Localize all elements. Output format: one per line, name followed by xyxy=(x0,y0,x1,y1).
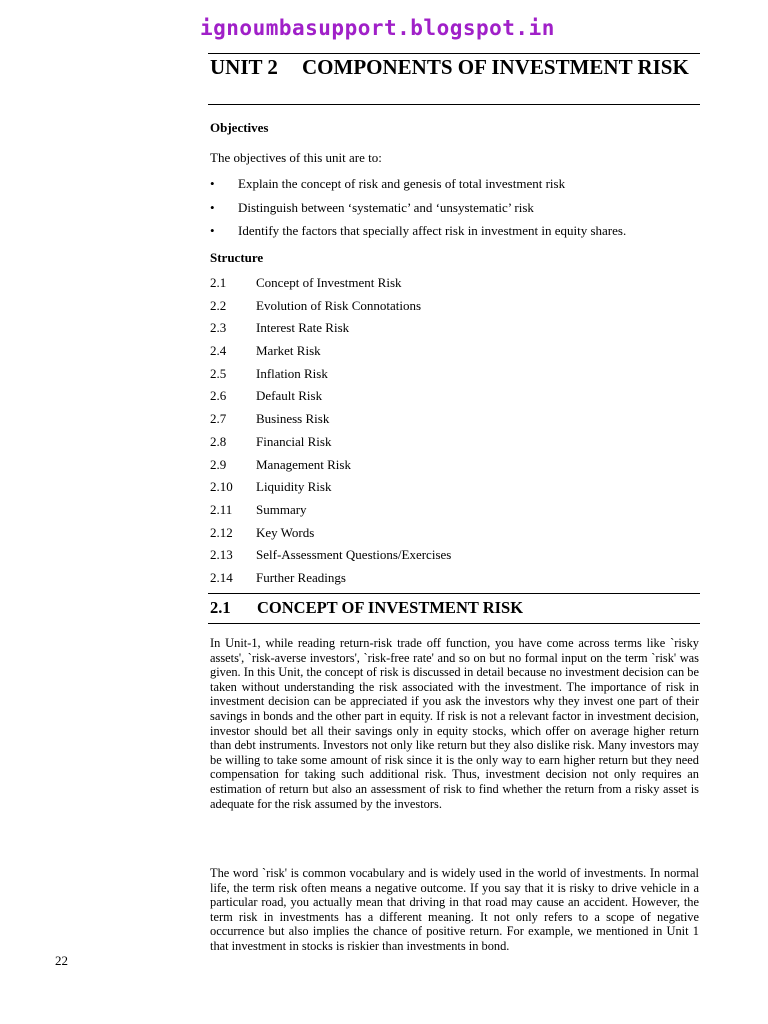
section-rule-bottom xyxy=(208,623,700,624)
item-label: Concept of Investment Risk xyxy=(256,275,402,290)
page-number: 22 xyxy=(55,953,68,968)
list-item xyxy=(210,200,626,224)
item-number: 2.6 xyxy=(210,388,227,404)
item-number: 2.3 xyxy=(210,320,227,336)
blog-watermark: ignoumbasupport.blogspot.in xyxy=(200,16,555,40)
item-number: 2.10 xyxy=(210,479,233,495)
item-number: 2.4 xyxy=(210,343,227,359)
unit-number: UNIT 2 xyxy=(210,55,278,79)
section-heading xyxy=(210,598,523,618)
list-item xyxy=(210,223,626,247)
item-number: 2.12 xyxy=(210,524,233,540)
body-paragraph-2: The word `risk' is common vocabulary and is widely used in the world of investments. In normal life, the term risk often means a negative outcome. If you say that it is risky to drive vehicle in a particular road, you actually mean that driving in that road may cause an accident. However, the term risk in investments has a different meaning. It not only refers to a scope of negative occurrence but also implies the chance of positive return. For example, we mentioned in Unit 1 that investment in stocks is riskier than investments in bond. xyxy=(210,866,699,953)
list-item xyxy=(210,388,451,411)
item-label: Financial Risk xyxy=(256,433,332,449)
item-label: Liquidity Risk xyxy=(256,479,332,495)
item-number: 2.2 xyxy=(210,297,227,313)
item-label: Self-Assessment Questions/Exercises xyxy=(256,547,452,563)
item-label: Key Words xyxy=(256,524,315,540)
item-number: 2.8 xyxy=(210,433,227,449)
objective-text: Distinguish between ‘systematic’ and ‘unsystematic’ risk xyxy=(238,199,534,215)
structure-heading: Structure xyxy=(210,250,264,265)
list-item xyxy=(210,502,451,525)
list-item xyxy=(210,525,451,548)
structure-list xyxy=(210,275,451,593)
list-item xyxy=(210,176,626,200)
item-label: Summary xyxy=(256,501,307,517)
title-rule-bottom xyxy=(208,104,700,105)
list-item xyxy=(210,320,451,343)
bullet-icon: • xyxy=(210,176,215,191)
objectives-list xyxy=(210,176,626,247)
item-label: Interest Rate Risk xyxy=(256,320,350,336)
item-number: 2.5 xyxy=(210,365,227,381)
list-item xyxy=(210,570,451,593)
item-label: Default Risk xyxy=(256,388,323,404)
objectives-heading: Objectives xyxy=(210,120,269,135)
list-item xyxy=(210,298,451,321)
list-item xyxy=(210,547,451,570)
item-label: Management Risk xyxy=(256,456,351,472)
section-title: CONCEPT OF INVESTMENT RISK xyxy=(257,598,524,617)
item-label: Evolution of Risk Connotations xyxy=(256,297,422,313)
section-number: 2.1 xyxy=(210,598,231,617)
item-number: 2.11 xyxy=(210,501,233,517)
item-number: 2.9 xyxy=(210,456,227,472)
list-item xyxy=(210,275,451,298)
unit-title xyxy=(210,55,692,79)
item-label: Inflation Risk xyxy=(256,365,328,381)
objective-text: Identify the factors that specially affect risk in investment in equity shares. xyxy=(238,223,627,238)
list-item xyxy=(210,457,451,480)
list-item xyxy=(210,411,451,434)
list-item xyxy=(210,366,451,389)
objective-text: Explain the concept of risk and genesis of total investment risk xyxy=(238,176,566,191)
item-label: Further Readings xyxy=(256,569,346,585)
item-label: Market Risk xyxy=(256,343,321,359)
unit-title-text: COMPONENTS OF INVESTMENT RISK xyxy=(302,55,689,79)
item-label: Business Risk xyxy=(256,411,330,427)
section-rule-top xyxy=(208,593,700,594)
bullet-icon: • xyxy=(210,223,215,238)
item-number: 2.13 xyxy=(210,547,233,563)
title-rule-top xyxy=(208,53,700,54)
list-item xyxy=(210,343,451,366)
body-paragraph-1: In Unit-1, while reading return-risk trade off function, you have come across terms like `risky assets', `risk-averse investors', `risk-free rate' and so on but no formal input on the term `risk' was given. In this Unit, the concept of risk is discussed in detail because no investment decision can be taken without understanding the risk associated with the investment. The importance of risk in investment decision can be appreciated if you ask the investors why they invest one part of their savings in bonds and the other part in equity. If risk is not a relevant factor in investment decision, investor should bet all their savings only in equity stocks, which offer on average higher return than debt instruments. Investors not only like return but they also dislike risk. Many investors may be willing to take some amount of risk since it is the only way to earn higher return but they need compensation for taking such additional risk. Thus, investment decision not only requires an estimation of return but also an assessment of risk to find whether the return from a risky asset is adequate for the risk assumed by the investors. xyxy=(210,636,699,811)
item-number: 2.14 xyxy=(210,569,233,585)
list-item xyxy=(210,434,451,457)
item-number: 2.1 xyxy=(210,275,227,290)
objectives-intro: The objectives of this unit are to: xyxy=(210,150,382,165)
bullet-icon: • xyxy=(210,199,215,215)
item-number: 2.7 xyxy=(210,411,227,427)
list-item xyxy=(210,479,451,502)
